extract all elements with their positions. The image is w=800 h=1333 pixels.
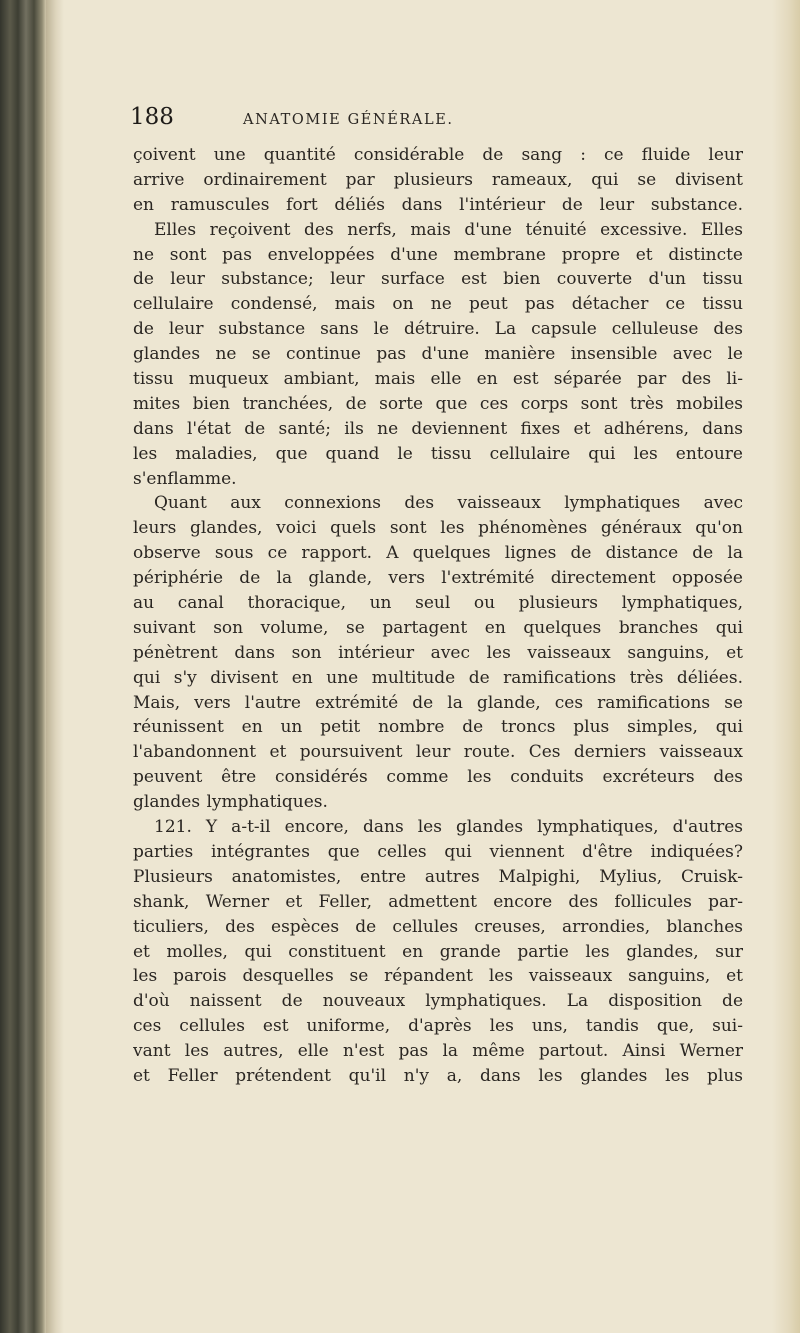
text-line: dans l'état de santé; ils ne deviennent fixes et adhérens, dans: [133, 418, 743, 439]
body-text: [133, 143, 743, 1089]
text-line: périphérie de la glande, vers l'extrémité directement opposée: [133, 568, 743, 589]
text-line: mites bien tranchées, de sorte que ces corps sont très mobiles: [133, 393, 743, 414]
text-line: çoivent une quantité considérable de sang : ce fluide leur: [133, 145, 743, 165]
text-line: les maladies, que quand le tissu cellulaire qui les entoure: [133, 443, 743, 464]
book-binding-shadow: [0, 0, 46, 1333]
page-header: [130, 104, 730, 136]
text-line: tissu muqueux ambiant, mais elle en est séparée par des li-: [133, 369, 743, 390]
text-line: qui s'y divisent en une multitude de ramifications très déliées.: [133, 667, 743, 688]
text-line: glandes ne se continue pas d'une manière insensible avec le: [133, 344, 743, 365]
text-line: 121. Y a-t-il encore, dans les glandes lymphatiques, d'autres: [154, 817, 743, 838]
text-line: et molles, qui constituent en grande partie les glandes, sur: [133, 941, 743, 962]
text-line: arrive ordinairement par plusieurs rameaux, qui se divisent: [133, 169, 743, 190]
text-line: ces cellules est uniforme, d'après les uns, tandis que, sui-: [133, 1016, 743, 1037]
text-line: Mais, vers l'autre extrémité de la glande, ces ramifications se: [133, 692, 743, 713]
text-line: d'où naissent de nouveaux lymphatiques. La disposition de: [133, 991, 743, 1012]
page-number: 188: [130, 104, 174, 130]
text-line: shank, Werner et Feller, admettent encore des follicules par-: [133, 891, 743, 912]
text-line: Quant aux connexions des vaisseaux lymphatiques avec: [154, 493, 743, 514]
text-line: Elles reçoivent des nerfs, mais d'une ténuité excessive. Elles: [154, 219, 743, 240]
text-line: observe sous ce rapport. A quelques lignes de distance de la: [133, 543, 743, 564]
running-head: ANATOMIE GÉNÉRALE.: [243, 112, 454, 128]
text-line: de leur substance sans le détruire. La capsule celluleuse des: [133, 319, 743, 340]
text-line: leurs glandes, voici quels sont les phénomènes généraux qu'on: [133, 518, 743, 539]
text-line: réunissent en un petit nombre de troncs plus simples, qui: [133, 717, 743, 738]
text-line: s'enflamme.: [133, 468, 237, 489]
text-line: peuvent être considérés comme les conduits excréteurs des: [133, 767, 743, 788]
text-line: pénètrent dans son intérieur avec les vaisseaux sanguins, et: [133, 642, 743, 663]
text-line: au canal thoracique, un seul ou plusieurs lymphatiques,: [133, 593, 743, 614]
text-line: vant les autres, elle n'est pas la même partout. Ainsi Werner: [133, 1041, 743, 1062]
text-line: et Feller prétendent qu'il n'y a, dans les glandes les plus: [133, 1065, 743, 1086]
text-line: ticuliers, des espèces de cellules creuses, arrondies, blanches: [133, 916, 743, 937]
text-line: ne sont pas enveloppées d'une membrane propre et distincte: [133, 244, 743, 265]
text-line: les parois desquelles se répandent les vaisseaux sanguins, et: [133, 966, 743, 987]
text-line: glandes lymphatiques.: [133, 792, 328, 813]
text-line: cellulaire condensé, mais on ne peut pas détacher ce tissu: [133, 294, 743, 315]
page-gutter: [46, 0, 64, 1333]
text-line: suivant son volume, se partagent en quelques branches qui: [133, 617, 743, 638]
text-line: Plusieurs anatomistes, entre autres Malpighi, Mylius, Cruisk-: [133, 866, 743, 887]
text-line: en ramuscules fort déliés dans l'intérieur de leur substance.: [133, 194, 743, 215]
text-line: l'abandonnent et poursuivent leur route. Ces derniers vaisseaux: [133, 742, 743, 763]
page-edge: [772, 0, 800, 1333]
text-line: parties intégrantes que celles qui viennent d'être indiquées?: [133, 841, 743, 862]
text-line: de leur substance; leur surface est bien couverte d'un tissu: [133, 269, 743, 290]
